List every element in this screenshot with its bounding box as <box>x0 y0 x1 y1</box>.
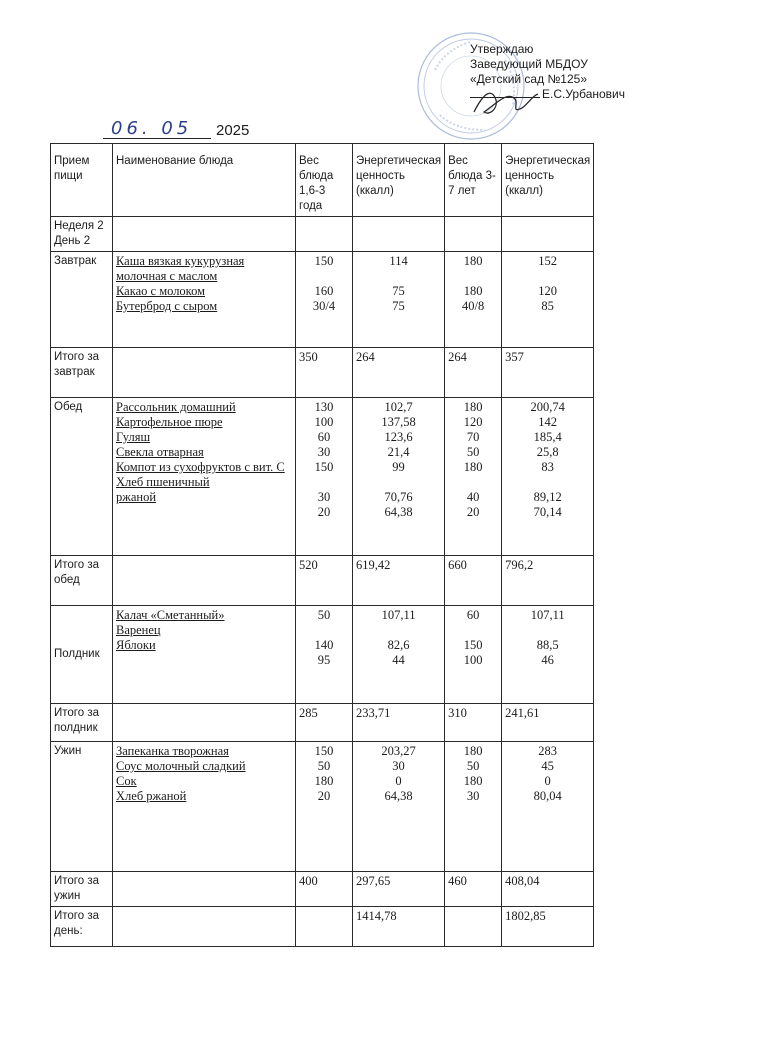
week-day-label: Неделя 2 <box>54 220 104 232</box>
approval-title: Утверждаю <box>470 42 534 56</box>
dish-name: Свекла отварная <box>116 445 204 459</box>
total-w1: 350 <box>296 348 353 398</box>
approval-signer: Е.С.Урбанович <box>542 87 625 101</box>
total-e1: 619,42 <box>353 556 445 606</box>
header-energy-2: Энергетическая ценность (ккалл) <box>502 144 594 217</box>
value-list-e1 <box>353 252 445 348</box>
meal-name <box>51 398 113 556</box>
value-w1: 30 <box>317 445 331 459</box>
total-w2: 660 <box>445 556 502 606</box>
value-list-w1 <box>296 252 353 348</box>
meal-total-row <box>51 556 594 606</box>
value-e2: 142 <box>538 415 558 429</box>
empty-cell <box>502 217 594 252</box>
value-w1: 180 <box>314 774 334 788</box>
total-e1: 264 <box>353 348 445 398</box>
table-header-row <box>51 144 594 217</box>
value-w1: 150 <box>314 460 334 474</box>
value-list-e1 <box>353 742 445 872</box>
spacer <box>356 475 441 490</box>
value-w2: 180 <box>463 774 483 788</box>
value-list-e1 <box>353 398 445 556</box>
value-w2: 180 <box>463 254 483 268</box>
dish-list <box>113 252 296 348</box>
dish-name: Запеканка творожная <box>116 744 229 758</box>
empty-cell <box>445 907 502 947</box>
empty-cell <box>296 907 353 947</box>
value-list-e2 <box>502 606 594 704</box>
dish-name: Картофельное пюре <box>116 415 223 429</box>
date-underline <box>103 138 211 139</box>
total-e2: 796,2 <box>502 556 594 606</box>
spacer <box>299 269 349 284</box>
total-label: Итого за завтрак <box>51 348 113 398</box>
dish-name: Калач «Сметанный» <box>116 608 225 622</box>
dish-name: Компот из сухофруктов с вит. С <box>116 460 285 474</box>
value-e1: 64,38 <box>384 505 413 519</box>
total-label: Итого за обед <box>51 556 113 606</box>
value-w2: 120 <box>463 415 483 429</box>
meal-total-row <box>51 872 594 907</box>
value-w2: 50 <box>466 759 480 773</box>
value-list-w2 <box>445 606 502 704</box>
meal-row <box>51 742 594 872</box>
value-w2: 30 <box>466 789 480 803</box>
value-w2: 180 <box>463 744 483 758</box>
header-weight-1: Вес блюда 1,6-3 года <box>296 144 353 217</box>
value-w1: 150 <box>314 254 334 268</box>
total-w2: 460 <box>445 872 502 907</box>
dish-name: Хлеб пшеничный <box>116 475 210 489</box>
value-w2: 50 <box>466 445 480 459</box>
spacer <box>356 623 441 638</box>
value-e1: 75 <box>392 284 405 298</box>
value-w2: 180 <box>463 400 483 414</box>
total-e2: 241,61 <box>502 704 594 742</box>
value-list-w2 <box>445 252 502 348</box>
value-e1: 75 <box>392 299 405 313</box>
total-w1: 400 <box>296 872 353 907</box>
dish-list <box>113 398 296 556</box>
value-e1: 64,38 <box>384 789 413 803</box>
spacer <box>505 475 590 490</box>
spacer <box>505 269 590 284</box>
empty-cell <box>113 872 296 907</box>
value-e1: 114 <box>389 254 408 268</box>
value-e1: 21,4 <box>387 445 410 459</box>
value-w1: 60 <box>317 430 331 444</box>
value-w1: 50 <box>317 608 331 622</box>
meal-name-text: Полдник <box>54 648 100 660</box>
value-w1: 50 <box>317 759 331 773</box>
dish-name: Соус молочный сладкий <box>116 759 246 773</box>
empty-cell <box>113 907 296 947</box>
value-e2: 200,74 <box>530 400 565 414</box>
value-w2: 70 <box>466 430 480 444</box>
value-e2: 46 <box>541 653 554 667</box>
value-w1: 100 <box>314 415 334 429</box>
empty-cell <box>113 556 296 606</box>
value-w1: 20 <box>317 505 331 519</box>
spacer <box>448 269 498 284</box>
value-e1: 0 <box>395 774 402 788</box>
dish-name: Гуляш <box>116 430 151 444</box>
value-w1: 150 <box>314 744 334 758</box>
meal-row <box>51 398 594 556</box>
day-total-row <box>51 907 594 947</box>
approval-position: Заведующий МБДОУ <box>470 57 588 71</box>
value-w2: 40 <box>466 490 480 504</box>
meal-name <box>51 252 113 348</box>
header-weight-2: Вес блюда 3-7 лет <box>445 144 502 217</box>
value-e2: 45 <box>541 759 554 773</box>
value-e2: 70,14 <box>533 505 562 519</box>
week-day-label: День 2 <box>54 235 91 247</box>
total-e1: 233,71 <box>353 704 445 742</box>
value-w1: 30 <box>317 490 331 504</box>
value-list-w2 <box>445 398 502 556</box>
value-e2: 85 <box>541 299 554 313</box>
day-total-label: Итого за день: <box>51 907 113 947</box>
meal-name <box>51 606 113 704</box>
header-dish: Наименование блюда <box>113 144 296 217</box>
value-w2: 100 <box>463 653 483 667</box>
value-e2: 283 <box>538 744 558 758</box>
dish-name: ржаной <box>116 490 157 504</box>
total-e1: 297,65 <box>353 872 445 907</box>
day-total-energy-2: 1802,85 <box>502 907 594 947</box>
value-e2: 107,11 <box>530 608 565 622</box>
table-body <box>51 217 594 947</box>
empty-cell <box>113 217 296 252</box>
value-e2: 83 <box>541 460 554 474</box>
value-w1: 160 <box>314 284 334 298</box>
week-day-row <box>51 217 594 252</box>
meal-row <box>51 606 594 704</box>
value-w2: 180 <box>463 284 483 298</box>
value-w2: 20 <box>466 505 480 519</box>
spacer <box>299 623 349 638</box>
spacer <box>356 269 441 284</box>
value-e2: 152 <box>538 254 558 268</box>
value-e2: 88,5 <box>536 638 559 652</box>
meal-total-row <box>51 348 594 398</box>
value-e2: 89,12 <box>533 490 562 504</box>
total-e2: 408,04 <box>502 872 594 907</box>
dish-name: Бутерброд с сыром <box>116 299 218 313</box>
value-w1: 140 <box>314 638 334 652</box>
total-w1: 285 <box>296 704 353 742</box>
value-list-w1 <box>296 742 353 872</box>
value-list-e1 <box>353 606 445 704</box>
approval-org: «Детский сад №125» <box>470 72 588 86</box>
dish-name: Каша вязкая кукурузная молочная с маслом <box>116 254 245 283</box>
value-e1: 82,6 <box>387 638 410 652</box>
dish-name: Варенец <box>116 623 161 637</box>
value-w2: 40/8 <box>461 299 485 313</box>
value-e2: 0 <box>544 774 551 788</box>
total-label: Итого за ужин <box>51 872 113 907</box>
meal-total-row <box>51 704 594 742</box>
dish-name: Какао с молоком <box>116 284 206 298</box>
value-e1: 70,76 <box>384 490 413 504</box>
value-w2: 150 <box>463 638 483 652</box>
meal-name-text: Завтрак <box>54 255 97 267</box>
value-w2: 180 <box>463 460 483 474</box>
menu-table <box>50 143 594 947</box>
value-e1: 99 <box>392 460 405 474</box>
total-w2: 310 <box>445 704 502 742</box>
value-w2: 60 <box>466 608 480 622</box>
empty-cell <box>113 348 296 398</box>
value-list-e2 <box>502 398 594 556</box>
handwritten-signature <box>470 82 542 122</box>
meal-name-text: Обед <box>54 401 83 413</box>
value-w1: 20 <box>317 789 331 803</box>
value-list-e2 <box>502 252 594 348</box>
value-e1: 203,27 <box>381 744 416 758</box>
dish-list <box>113 606 296 704</box>
spacer <box>299 475 349 490</box>
value-e1: 30 <box>392 759 405 773</box>
meal-name-text: Ужин <box>54 745 82 757</box>
empty-cell <box>296 217 353 252</box>
value-e2: 120 <box>538 284 558 298</box>
dish-name: Хлеб ржаной <box>116 789 187 803</box>
value-w1: 130 <box>314 400 334 414</box>
day-total-energy-1: 1414,78 <box>353 907 445 947</box>
value-list-w1 <box>296 606 353 704</box>
value-w1: 30/4 <box>312 299 336 313</box>
header-meal: Прием пищи <box>51 144 113 217</box>
dish-name: Сок <box>116 774 137 788</box>
meal-row <box>51 252 594 348</box>
value-list-e2 <box>502 742 594 872</box>
value-e1: 44 <box>392 653 405 667</box>
value-e1: 123,6 <box>384 430 413 444</box>
dish-name: Яблоки <box>116 638 156 652</box>
total-w2: 264 <box>445 348 502 398</box>
empty-cell <box>113 704 296 742</box>
value-e2: 185,4 <box>533 430 562 444</box>
week-day-cell <box>51 217 113 252</box>
total-label: Итого за полдник <box>51 704 113 742</box>
spacer <box>448 475 498 490</box>
value-e1: 137,58 <box>381 415 416 429</box>
meal-name <box>51 742 113 872</box>
empty-cell <box>445 217 502 252</box>
total-w1: 520 <box>296 556 353 606</box>
value-e2: 25,8 <box>536 445 559 459</box>
value-e2: 80,04 <box>533 789 562 803</box>
value-e1: 102,7 <box>384 400 413 414</box>
value-e1: 107,11 <box>381 608 416 622</box>
spacer <box>448 623 498 638</box>
dish-name: Рассольник домашний <box>116 400 236 414</box>
date-handwritten: 06. 05 <box>111 118 193 139</box>
dish-list <box>113 742 296 872</box>
header-energy-1: Энергетическая ценность (ккалл) <box>353 144 445 217</box>
empty-cell <box>353 217 445 252</box>
value-list-w1 <box>296 398 353 556</box>
total-e2: 357 <box>502 348 594 398</box>
value-list-w2 <box>445 742 502 872</box>
value-w1: 95 <box>317 653 331 667</box>
date-year: 2025 <box>216 122 250 139</box>
spacer <box>505 623 590 638</box>
